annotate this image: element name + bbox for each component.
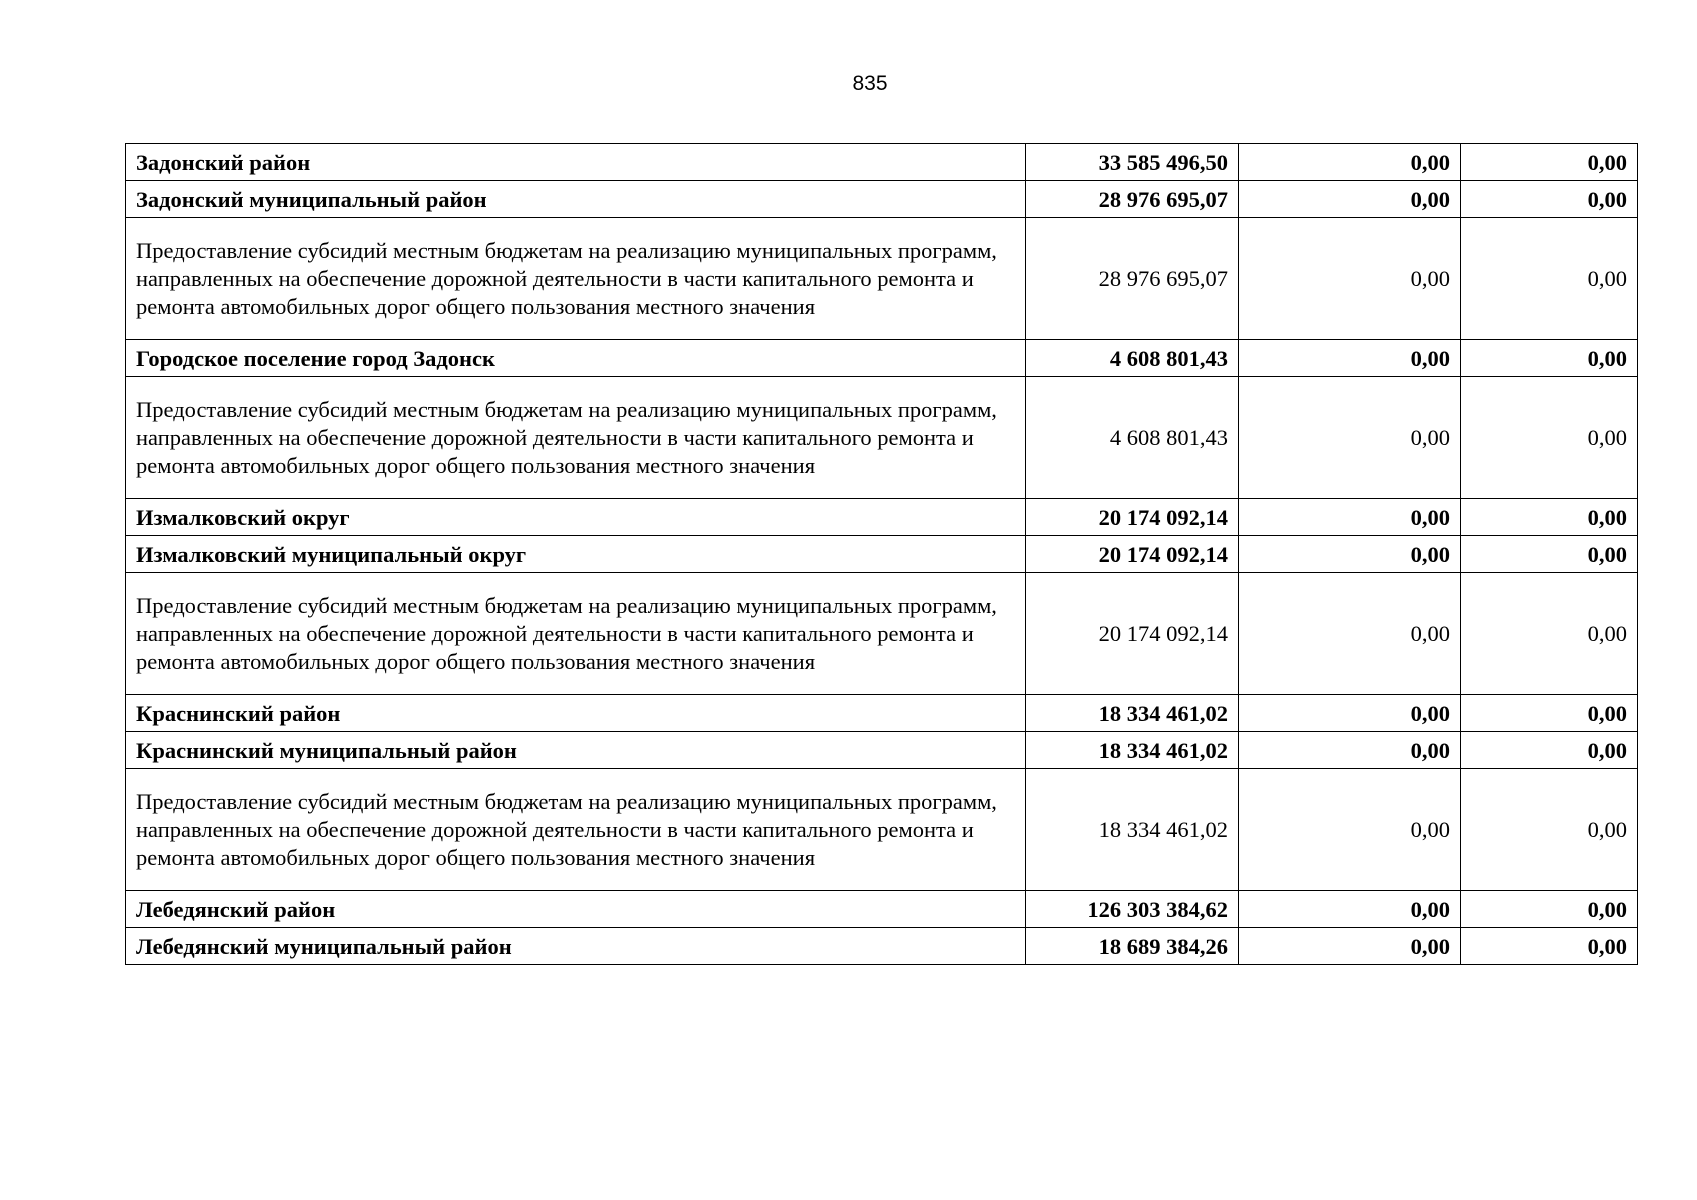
row-value-3: 0,00 xyxy=(1461,499,1638,536)
row-value-2: 0,00 xyxy=(1239,377,1461,499)
row-value-2: 0,00 xyxy=(1239,769,1461,891)
row-value-2: 0,00 xyxy=(1239,218,1461,340)
row-name: Предоставление субсидий местным бюджетам на реализацию муниципальных программ, направленных на обеспечение дорожной деятельности в части капитального ремонта и ремонта автомобильных дорог общего пользования местного значения xyxy=(126,769,1026,891)
row-value-3: 0,00 xyxy=(1461,181,1638,218)
row-value-2: 0,00 xyxy=(1239,695,1461,732)
row-value-2: 0,00 xyxy=(1239,573,1461,695)
row-value-2: 0,00 xyxy=(1239,340,1461,377)
table-row xyxy=(126,218,1638,340)
row-value-1: 33 585 496,50 xyxy=(1026,144,1239,181)
row-name: Краснинский район xyxy=(126,695,1026,732)
row-value-3: 0,00 xyxy=(1461,340,1638,377)
row-value-1: 20 174 092,14 xyxy=(1026,536,1239,573)
row-name: Задонский муниципальный район xyxy=(126,181,1026,218)
row-name: Измалковский округ xyxy=(126,499,1026,536)
row-name: Предоставление субсидий местным бюджетам на реализацию муниципальных программ, направленных на обеспечение дорожной деятельности в части капитального ремонта и ремонта автомобильных дорог общего пользования местного значения xyxy=(126,377,1026,499)
row-value-3: 0,00 xyxy=(1461,891,1638,928)
row-value-2: 0,00 xyxy=(1239,891,1461,928)
row-value-2: 0,00 xyxy=(1239,536,1461,573)
row-value-1: 18 689 384,26 xyxy=(1026,928,1239,965)
row-value-1: 126 303 384,62 xyxy=(1026,891,1239,928)
row-value-1: 20 174 092,14 xyxy=(1026,499,1239,536)
budget-table xyxy=(125,143,1638,965)
row-name: Предоставление субсидий местным бюджетам на реализацию муниципальных программ, направленных на обеспечение дорожной деятельности в части капитального ремонта и ремонта автомобильных дорог общего пользования местного значения xyxy=(126,218,1026,340)
table-row xyxy=(126,144,1638,181)
row-value-1: 4 608 801,43 xyxy=(1026,340,1239,377)
row-value-3: 0,00 xyxy=(1461,769,1638,891)
table-row xyxy=(126,340,1638,377)
table-row xyxy=(126,377,1638,499)
row-value-1: 28 976 695,07 xyxy=(1026,181,1239,218)
row-value-3: 0,00 xyxy=(1461,218,1638,340)
row-value-2: 0,00 xyxy=(1239,499,1461,536)
row-value-1: 4 608 801,43 xyxy=(1026,377,1239,499)
page-number: 835 xyxy=(852,72,888,95)
table-row xyxy=(126,928,1638,965)
table-row xyxy=(126,181,1638,218)
table-row xyxy=(126,891,1638,928)
row-name: Задонский район xyxy=(126,144,1026,181)
row-value-3: 0,00 xyxy=(1461,928,1638,965)
row-value-2: 0,00 xyxy=(1239,181,1461,218)
table-row xyxy=(126,573,1638,695)
row-name: Лебедянский район xyxy=(126,891,1026,928)
table-row xyxy=(126,732,1638,769)
budget-table-body xyxy=(126,144,1638,965)
row-name: Предоставление субсидий местным бюджетам на реализацию муниципальных программ, направленных на обеспечение дорожной деятельности в части капитального ремонта и ремонта автомобильных дорог общего пользования местного значения xyxy=(126,573,1026,695)
row-value-2: 0,00 xyxy=(1239,732,1461,769)
row-value-3: 0,00 xyxy=(1461,573,1638,695)
row-value-2: 0,00 xyxy=(1239,928,1461,965)
row-value-3: 0,00 xyxy=(1461,732,1638,769)
row-value-1: 28 976 695,07 xyxy=(1026,218,1239,340)
table-row xyxy=(126,499,1638,536)
row-name: Лебедянский муниципальный район xyxy=(126,928,1026,965)
table-row xyxy=(126,536,1638,573)
row-value-1: 18 334 461,02 xyxy=(1026,732,1239,769)
row-value-2: 0,00 xyxy=(1239,144,1461,181)
row-value-1: 18 334 461,02 xyxy=(1026,695,1239,732)
row-name: Городское поселение город Задонск xyxy=(126,340,1026,377)
table-row xyxy=(126,769,1638,891)
row-value-1: 20 174 092,14 xyxy=(1026,573,1239,695)
row-value-1: 18 334 461,02 xyxy=(1026,769,1239,891)
row-value-3: 0,00 xyxy=(1461,377,1638,499)
row-value-3: 0,00 xyxy=(1461,695,1638,732)
table-row xyxy=(126,695,1638,732)
row-name: Измалковский муниципальный округ xyxy=(126,536,1026,573)
row-name: Краснинский муниципальный район xyxy=(126,732,1026,769)
row-value-3: 0,00 xyxy=(1461,144,1638,181)
row-value-3: 0,00 xyxy=(1461,536,1638,573)
